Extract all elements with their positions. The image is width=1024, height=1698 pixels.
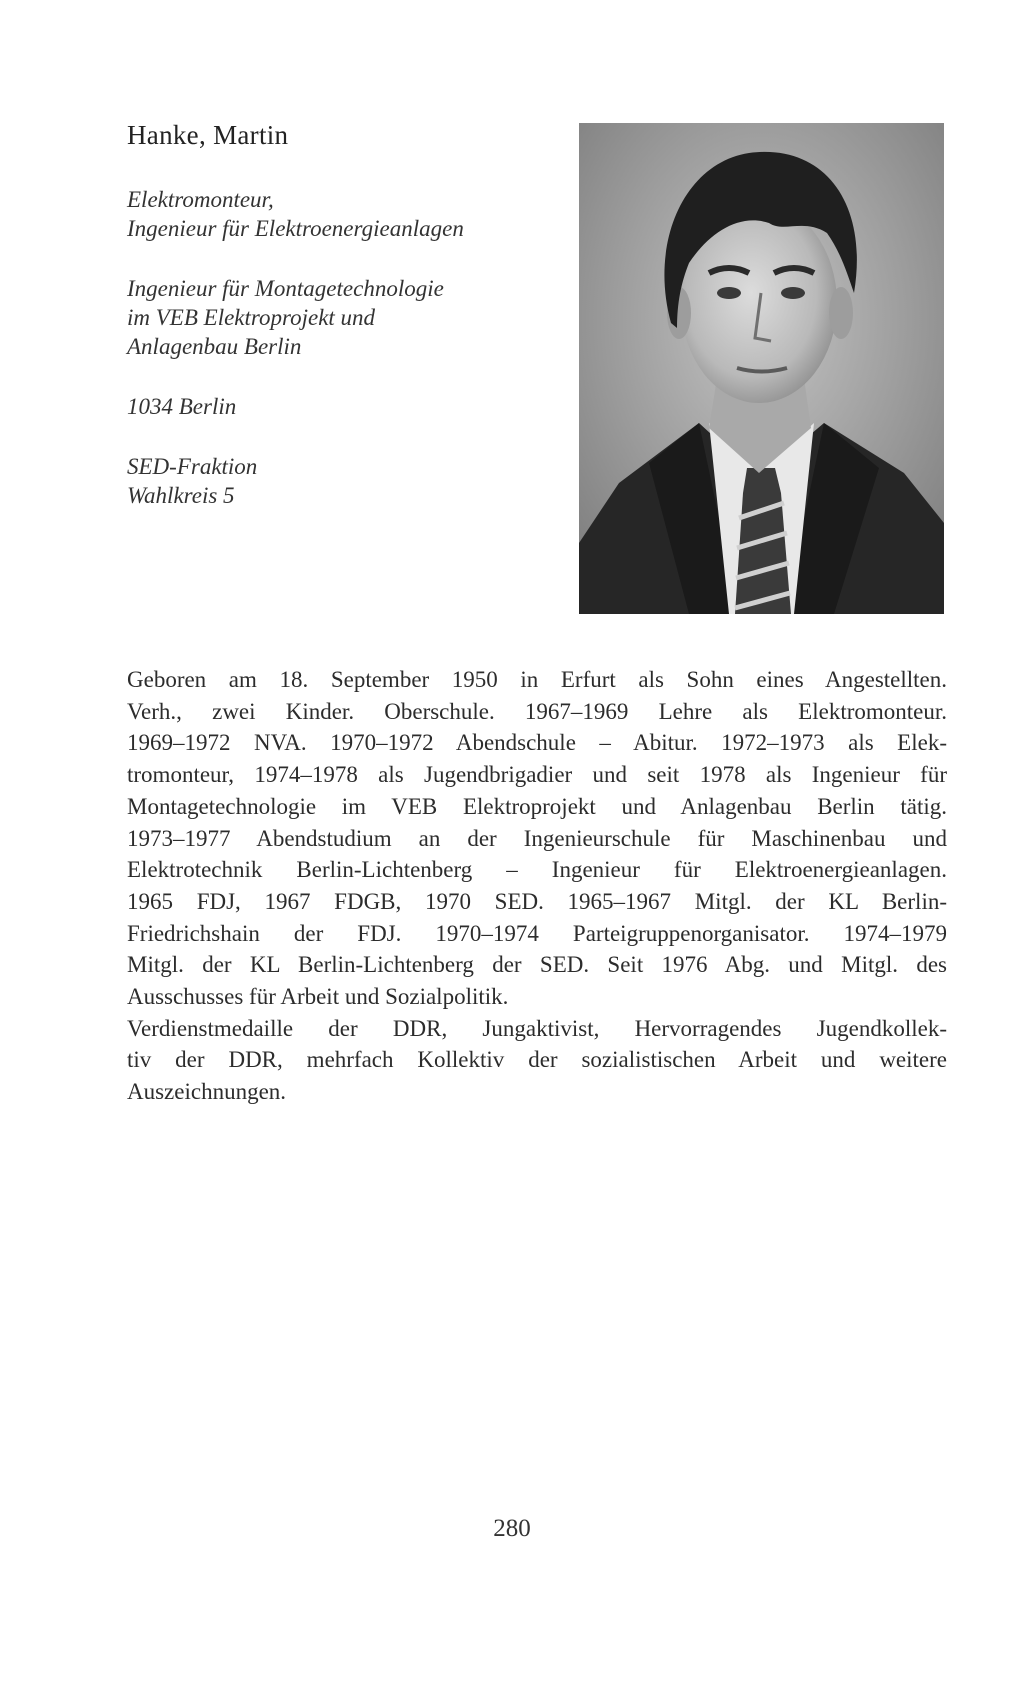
person-name: Hanke, Martin [127, 120, 289, 150]
profession [127, 185, 557, 243]
biography-line: tromonteur, 1974–1978 als Jugendbrigadier und seit 1978 als Ingenieur für [127, 762, 947, 788]
faction [127, 452, 557, 510]
position-line: Anlagenbau Berlin [127, 334, 302, 359]
residence-line: 1034 Berlin [127, 394, 237, 419]
position [127, 274, 557, 361]
biography-line: Elektrotechnik Berlin-Lichtenberg – Ingenieur für Elektroenergieanlagen. [127, 857, 947, 883]
biography-line: Geboren am 18. September 1950 in Erfurt als Sohn eines Angestellten. [127, 667, 947, 692]
biography-line: Auszeichnungen. [127, 1079, 287, 1105]
position-line: im VEB Elektroprojekt und [127, 305, 376, 330]
biography-line: 1973–1977 Abendstudium an der Ingenieurschule für Maschinenbau und [127, 825, 947, 851]
position-line: Ingenieur für Montagetechnologie [127, 276, 444, 301]
biography-line: 1965 FDJ, 1967 FDGB, 1970 SED. 1965–1967 Mitgl. der KL Berlin- [127, 888, 947, 914]
biography-line: Verh., zwei Kinder. Oberschule. 1967–1969 Lehre als Elektromonteur. [127, 698, 947, 724]
biography-line: 1969–1972 NVA. 1970–1972 Abendschule – Abitur. 1972–1973 als Elek- [127, 730, 947, 756]
biography-line: Montagetechnologie im VEB Elektroprojekt und Anlagenbau Berlin tätig. [127, 793, 947, 819]
biography-line: Friedrichshain der FDJ. 1970–1974 Parteigruppenorganisator. 1974–1979 [127, 920, 947, 946]
residence [127, 392, 557, 421]
portrait-photo [579, 123, 944, 614]
page-number: 280 [493, 1515, 531, 1542]
biography-line: Verdienstmedaille der DDR, Jungaktivist, Hervorragendes Jugendkollek- [127, 1015, 947, 1041]
faction-line: Wahlkreis 5 [127, 483, 235, 508]
info-block [127, 185, 557, 541]
biography [127, 664, 947, 1108]
biography-line: tiv der DDR, mehrfach Kollektiv der sozialistischen Arbeit und weitere [127, 1047, 947, 1073]
profession-line: Elektromonteur, [127, 187, 274, 212]
portrait-illustration [579, 123, 944, 614]
profession-line: Ingenieur für Elektroenergieanlagen [127, 216, 464, 241]
biography-line: Ausschusses für Arbeit und Sozialpolitik. [127, 984, 509, 1010]
biography-line: Mitgl. der KL Berlin-Lichtenberg der SED. Seit 1976 Abg. und Mitgl. des [127, 952, 947, 978]
faction-line: SED-Fraktion [127, 454, 258, 479]
